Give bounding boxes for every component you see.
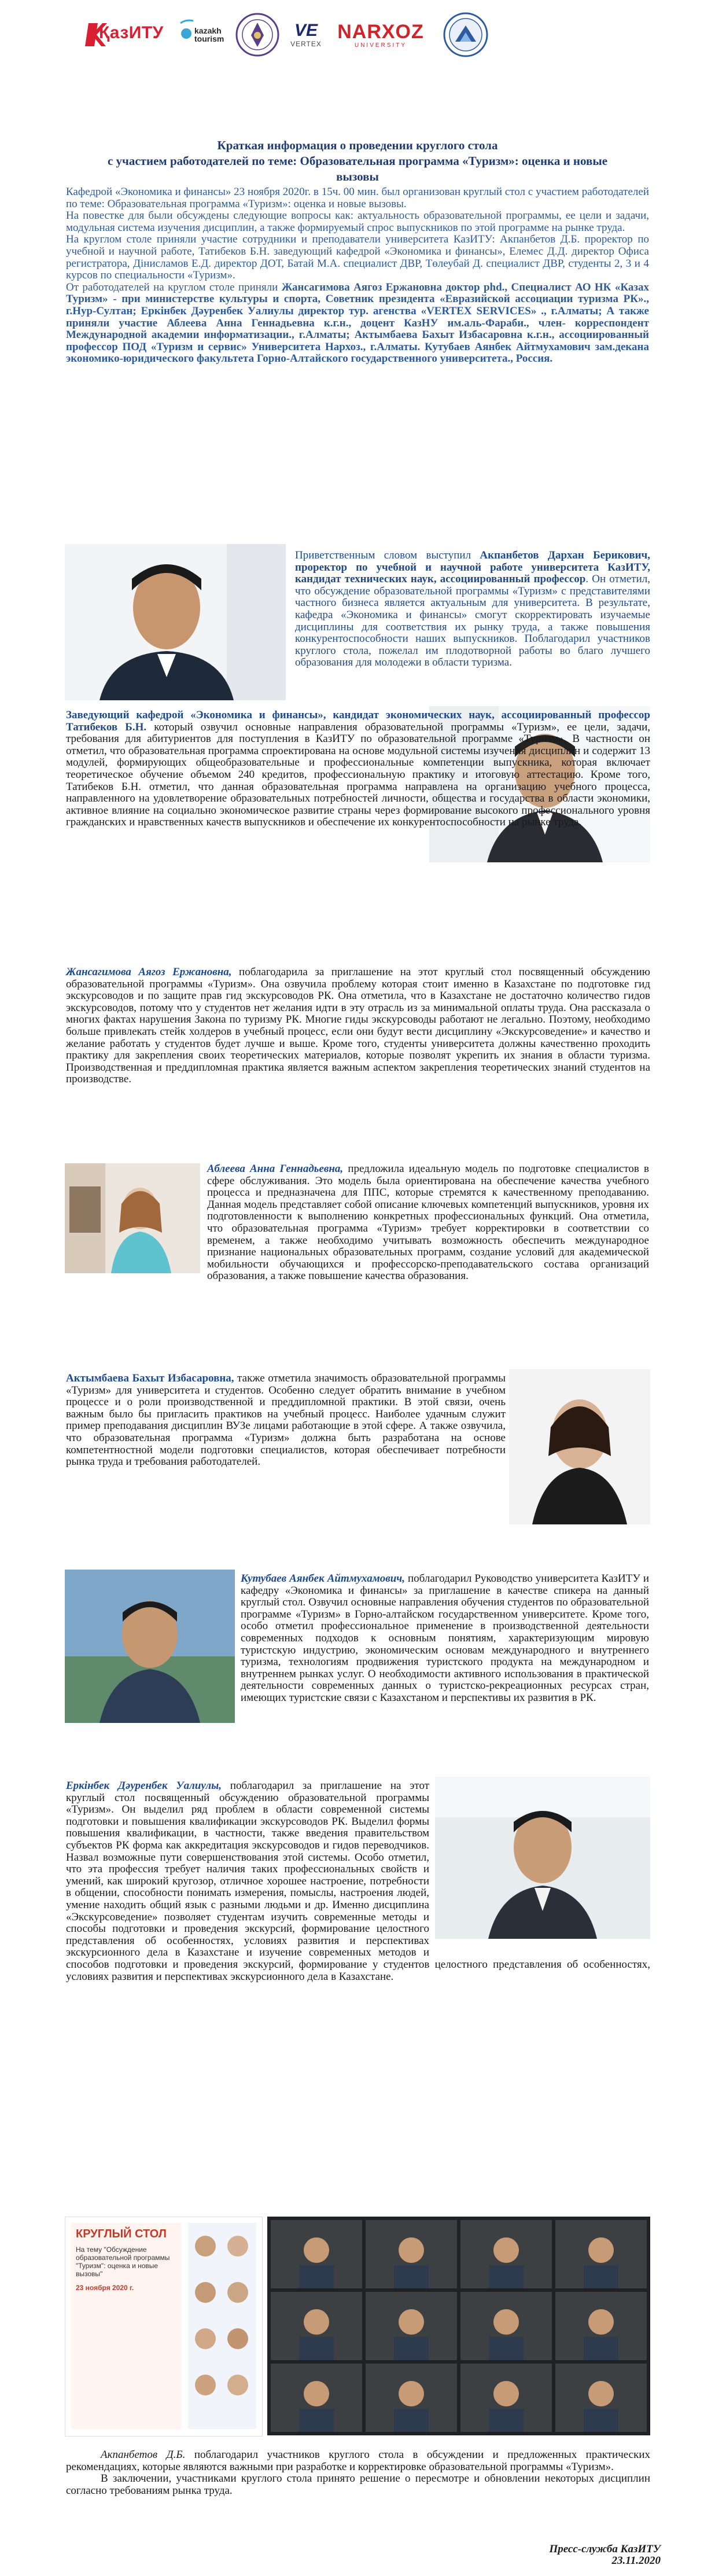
section-yerkinbek: Еркінбек Дәуренбек Уалиулы, поблагодарил за приглашение на этот круглый стол посвященный обсуждению образовательной программы «Туризм». Он выделил ряд проблем в области современной системы подготовки и повышения квалификации экскурсоводов РК. Выделил формы повышения квалификации, в частности, также введения правительством субъектов РК форма как аккредитация экскурсоводов и гидов переводчиков. Назвал возможные пути совершенствования этой системы. Особо отметил, что эта профессия требует наличия таких профессиональных свойств и умений, как широкий кругозор, отличное хорошее настроение, потребности в общении, способности понимать измерения, помыслы, настроения людей, умение находить общий язык с разными людьми и др. Именно дисциплина «Экскурсоведение» позволяет студентам изучить современные методы и способы подготовки и проведения экскурсий, формирование целостного представления об особенностях, условиях развития и перспективах экскурсионного дела в Казахстане и изучение современных методов и способов подготовки и проведения экскурсий, формирование у студентов целостного представления об особенностях, условиях развития и перспективах экскурсионного дела в Казахстане. [66, 1780, 650, 1983]
crest-logo-1 [234, 10, 281, 59]
section-akpanbetov: Приветственным словом выступил Акпанбетов Дархан Берикович, проректор по учебной и научной работе университета КазИТУ, кандидат технических наук, ассоциированный профессор. Он отметил, что обсуждение образовательной программы «Туризм» с представителями частного бизнеса является актуальным для университета. В результате, кафедра «Экономика и финансы» смогут скорректировать изучаемые дисциплины для соответствия их рынку труда, а также повышения конкурентоспособности наших выпускников. Поблагодарил участников круглого стола, пожелал им плодотворной работы во благо лучшего образования для молодежи в области туризма. [295, 549, 650, 669]
poster-image: КРУГЛЫЙ СТОЛ На тему "Обсуждение образовательной программы "Туризм": оценка и новые вызовы" 23 ноября 2020 г. [65, 2217, 263, 2437]
intro-paragraph-3: На круглом столе приняли участие сотрудники и преподаватели университета КазИТУ: Акпанбетов Д.Б. проректор по учебной и научной работе, Татибеков Б.Н. заведующий кафедрой «Экономика и финансы», Елемес Д.Д. директор Офиса регистратора, Дінисламов Е.Д. директор ДОТ, Батай М.А. специалист ДВР, Төлеубай Д. специалист ДВР, студенты 2, 3 и 4 курсов по специальности «Туризм». [66, 233, 649, 282]
closing-section [66, 2449, 650, 2497]
intro-paragraph-4: От работодателей на круглом столе приняли Жансагимова Аягоз Ержановна доктор phd., Специалист АО НК «Казах Туризм» - при министерстве культуры и спорта, Советник президента «Евразийской ассоциации туризма РК»., г.Нур-Султан; Еркінбек Дәуренбек Уалиулы директор тур. агенства «VERTEX SERVICES» ., г.Алматы; А также приняли участие Аблеева Анна Геннадьевна к.г.н., доцент КазНУ им.аль-Фараби., член- корреспондент Международной академии информатизации., г.Алматы; Актымбаева Бахыт Избасаровна к.г.н., ассоциированный профессор ПОД «Туризм и сервис» Университета Нархоз., г.Алматы. Кутубаев Аянбек Айтмухамович зам.декана экономико-юридического факультета Горно-Алтайского государственного университета., Россия. [66, 281, 650, 365]
signature: Пресс-служба КазИТУ 23.11.2020 [549, 2543, 661, 2567]
section-ableeva: Аблеева Анна Геннадьевна, предложила идеальную модель по подготовке специалистов в сфере обслуживания. Это модель была ориентирована на обеспечение качества учебного процесса и предназначена для ППС, которые стремятся к качественному преподаванию. Данная модель представляет собой описание ключевых компетенций выпускников, уровня их подготовленности к выполнению конкретных профессиональных функций. Она отметила, что образовательная программа «Туризм» требует корректировки в соответствии со временем, а также необходимо учитывать возможность обеспечить международное признание национальных образовательных программ, создание условий для академической мобильности обучающихся и профессорско-преподавательского состава организаций образования, а также повышение качества образования. [207, 1163, 649, 1283]
section-tatibekov: Заведующий кафедрой «Экономика и финансы», кандидат экономических наук, ассоциированный профессор Татибеков Б.Н. который озвучил основные направления образовательной программы «Туризм», ее цели, задачи, требования для абитуриентов для поступления в КазИТУ по образовательной программе «Туризм». В частности он отметил, что образовательная программа спроектирована на основе модульной системы изучения дисциплин и содержит 13 модулей, формирующих общеобразовательные и профессиональные компетенции выпускника, которая включает теоретическое обучение объемом 240 кредитов, профессиональную практику и итоговую аттестацию. Кроме того, Татибеков Б.Н. отметил, что данная образовательная программа направлена на организацию учебного процесса, направленного на удовлетворение образовательных потребностей личности, общества и государства в области экономики, активное влияние на социально экономическое развитие страны через формирование высокого профессионального уровня гражданских и нравственных качеств выпускников и обеспечение их конкурентоспособности на рынке труда. [66, 709, 650, 829]
kazitu-logo: ҚазИТУ [84, 10, 165, 59]
photo-akpanbetov [65, 544, 286, 700]
section-aktymbayeva: Актымбаева Бахыт Избасаровна, также отметила значимость образовательной программы «Туризм» для университета и студентов. Особенно следует обратить внимание в учебном процессе и о роли производственной и преддипломной практики. В этой связи, очень важным было бы пригласить практиков на учебный процесс. Наиболее удачным служит пример преподавания дисциплин ВУЗе лицами работающие в этой сфере. А также озвучила, что образовательная программа «Туризм» должна быть разработана на основе компетентностной модели подготовки специалистов, которая обеспечивает потребности рынка труда и требования работодателей. [66, 1372, 506, 1468]
intro-paragraph-1: Кафедрой «Экономика и финансы» 23 ноября 2020г. в 15ч. 00 мин. был организован круглый стол с участием работодателей по теме: Образовательная программа «Туризм»: оценка и новые вызовы. [66, 186, 649, 210]
closing-paragraph-2: В заключении, участниками круглого стола принято решение о пересмотре и обновлении некоторых дисциплин согласно требованиям рынка труда. [66, 2472, 650, 2497]
section-zhansagimova: Жансагимова Аягоз Ержановна, поблагодарила за приглашение на этот круглый стол посвященный обсуждению образовательной программы «Туризм». Она озвучила проблему которая стоит именно в Казахстане по подготовке гид экскурсоводов и по защите прав гид экскурсоводов РК. Она отметила, что в Казахстане не достаточно количество гидов экскурсоводов, потому что у студентов нет желания идти в эту отрасль из за минимальной оплаты труда. Она рассказала о многих фактах нарушения Закона по туризму РК. Многие гиды экскурсоводы работают не легально. Поэтому, необходимо больше привлекать стейк холдеров в учебный процесс, если они будут вести дисциплину «Экскурсоведение» и качество и желание работать у студентов будет лучше и выше. Кроме того, студенты университета должны качественно проходить практику для закрепления своих теоретических материалов, которые позволят укрепить их знания в области туризма. Производственная и преддипломная практика является важным аспектом закрепления теоретических знаний студентов на производстве. [66, 966, 651, 1086]
intro-section [66, 186, 649, 365]
intro-paragraph-2: На повестке для были обсуждены следующие вопросы как: актуальность образовательной программы, ее цели и задачи, модульная система изучения дисциплин, а также формируемый спрос выпускников по этой программе на рынке труда. [66, 210, 649, 234]
section-kutubaev: Кутубаев Аянбек Айтмухамович, поблагодарил Руководство университета КазИТУ и кафедру «Экономика и финансы» за приглашение в качестве спикера на данный круглый стол. Озвучил основные направления обучения студентов по образовательной программе «Туризм» в Горно-алтайском государственном университете. Кроме того, особо отметил профессиональное применение в производственной деятельности современных подходов к основным понятиям, характеризующим мировую туристскую индустрию, экономическим основам международного и внутреннего туризма, технологиям продвижения туристского продукта на международном и внутреннем рынках услуг. О необходимости активного использования в практической деятельности современных данных о туристско-рекреационных ресурсах стран, имеющих туристские связи с Казахстаном и перспективы их развития в РК. [241, 1572, 649, 1704]
photo-aktymbayeva [509, 1369, 650, 1524]
kazakh-tourism-logo: kazakh tourism [174, 10, 231, 59]
closing-paragraph-1: Акпанбетов Д.Б. поблагодарил участников круглого стола в обсуждении и предложенных практических рекомендациях, которые являются важными при разработке и корректировке образовательной программы «Туризм». [66, 2449, 650, 2473]
video-call-grid [267, 2217, 650, 2435]
vertex-logo: VE VERTEX [290, 21, 322, 48]
page-title: Краткая информация о проведении круглого стола с участием работодателей по теме: Образовательная программа «Туризм»: оценка и новые вызовы [107, 138, 608, 183]
crest-logo-2 [437, 10, 495, 59]
narxoz-logo: NARXOZ UNIVERSITY [337, 20, 424, 49]
